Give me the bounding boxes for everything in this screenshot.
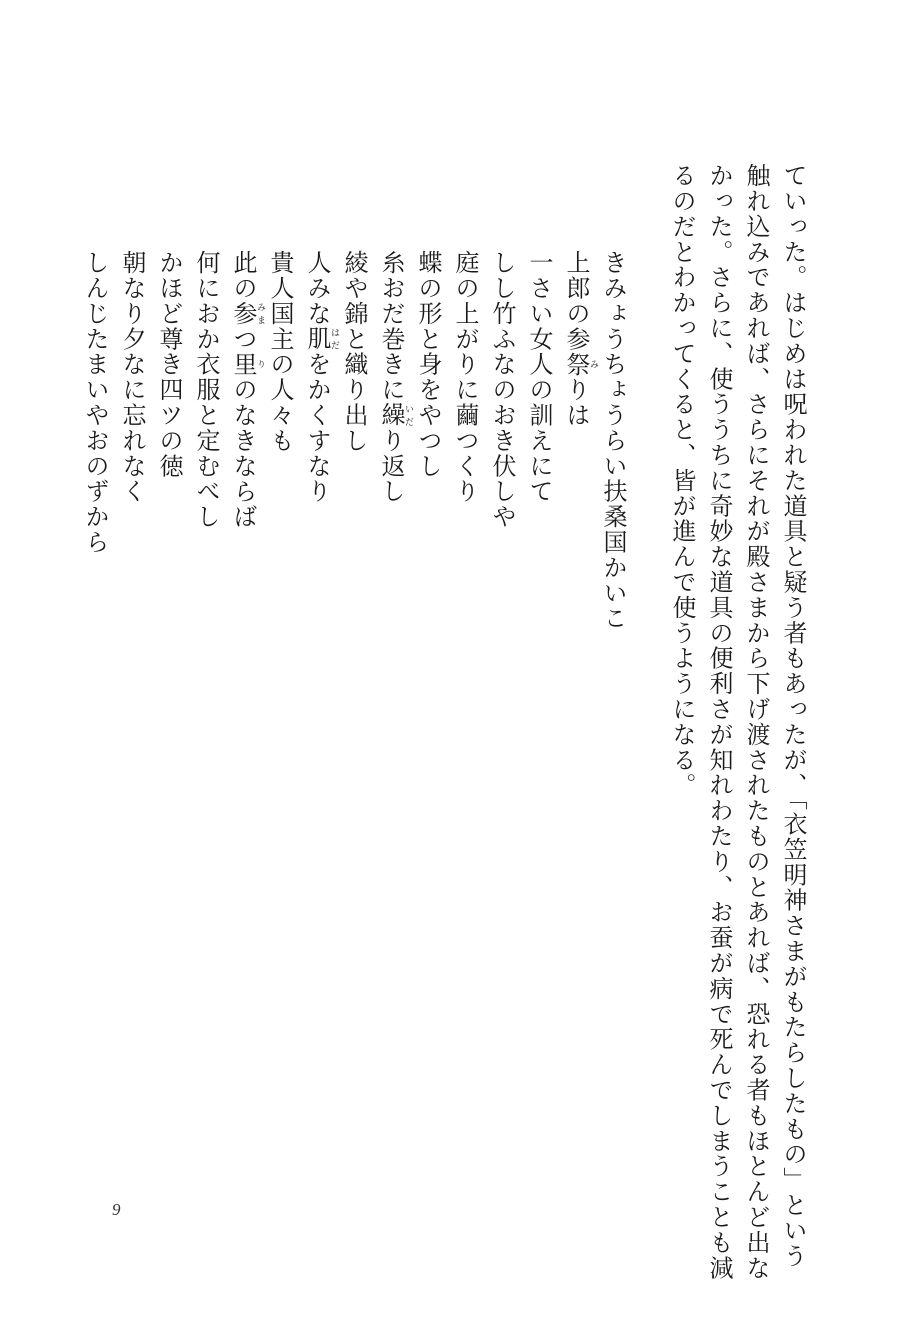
verse-line: 糸おだ巻きに繰いだり返し [377, 250, 413, 505]
verse-line: 蝶の形と身をやつし [414, 250, 442, 479]
verse-line: 綾や錦と織り出し [340, 250, 368, 454]
ruby-base: 繰いだ [377, 402, 413, 428]
ruby-base: 肌はだ [303, 326, 339, 352]
ruby-reading: み [588, 351, 598, 378]
verse-line: 朝なり夕なに忘れなく [118, 250, 146, 504]
verse-line: 何におか衣服と定むべし [192, 250, 220, 530]
verse-line: 庭の上がりに繭つくり [451, 250, 479, 504]
ruby-reading: り [255, 351, 265, 378]
prose-line: 触れ込みであれば、さらにそれが殿さまから下げ渡されたものとあれば、恐れる者もほとんど出な [742, 163, 770, 1281]
ruby-reading: いだ [403, 402, 413, 428]
verse-line: 一さい女人の訓えにて [525, 250, 553, 504]
verse-line: 上郎の参祭みりは [562, 250, 598, 428]
verse-line: 貴人国主の人々も [266, 250, 294, 454]
verse-line: しし竹ふなのおき伏しや [488, 250, 516, 530]
ruby-base: 参みま [229, 300, 265, 327]
ruby-base: 祭み [562, 351, 598, 378]
prose-line: るのだとわかってくると、皆が進んで使うようになる。 [668, 163, 696, 798]
verse-line: 人みな肌はだをかくすなり [303, 250, 339, 505]
verse-line: きみょうちょうらい扶桑国かいこ [599, 250, 627, 631]
ruby-reading: みま [255, 300, 265, 327]
verse-line: 此の参みまつ里りのなきならば [229, 250, 265, 530]
ruby-base: 里り [229, 351, 265, 378]
prose-line: ていった。はじめは呪われた道具と疑う者もあったが、「衣笠明神さまがもたらしたもの」という [779, 163, 807, 1269]
ruby-reading: はだ [329, 326, 339, 352]
verse-line: しんじたまいやおのずから [81, 250, 109, 555]
prose-line: かった。さらに、使ううちに奇妙な道具の便利さが知れわたり、お蚕が病で死んでしまうことも減 [705, 163, 733, 1281]
page-number: 9 [112, 1200, 121, 1219]
verse-line: かほど尊き四ツの徳 [155, 250, 183, 479]
